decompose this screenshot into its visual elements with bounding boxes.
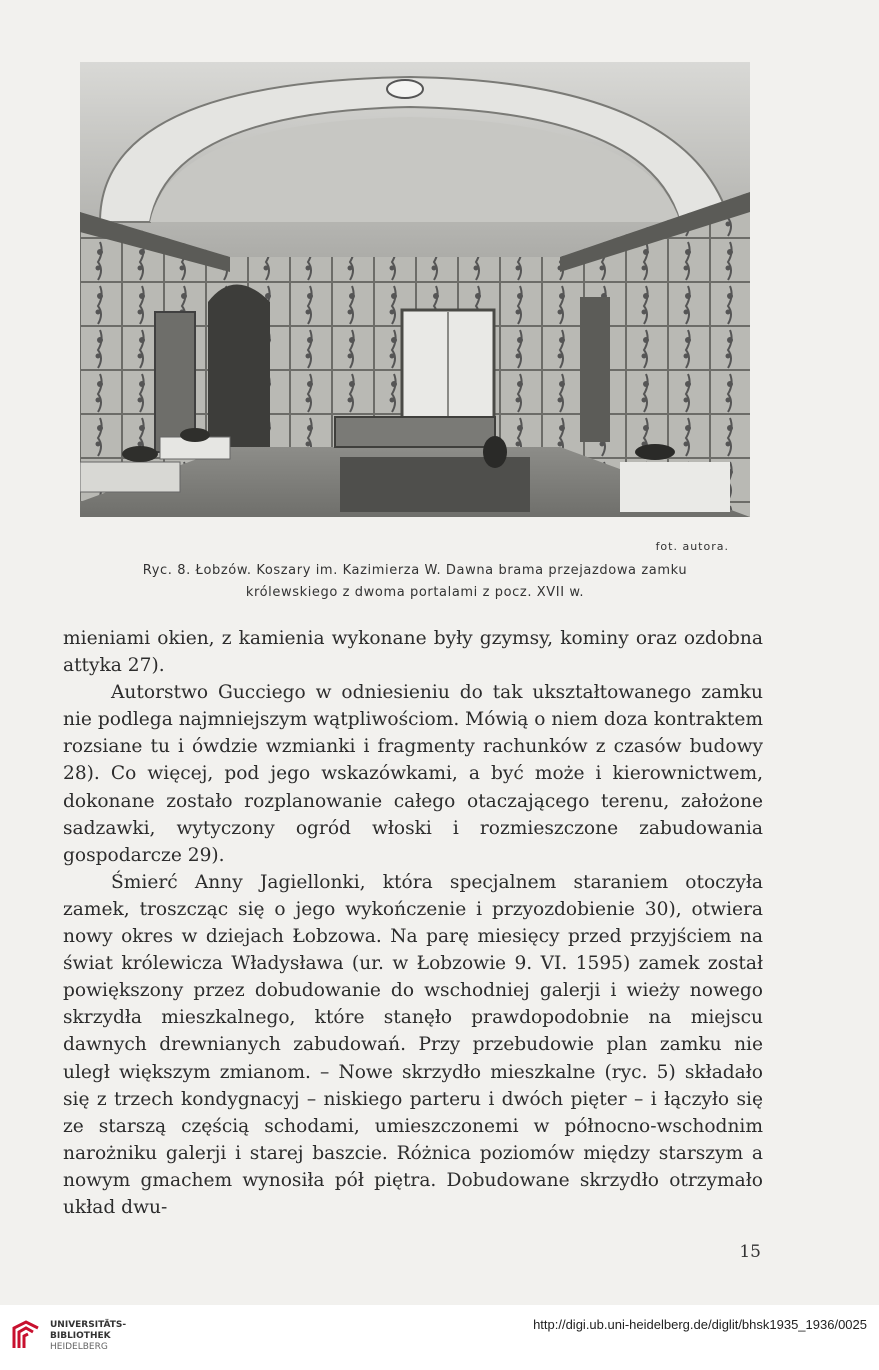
page-number: 15 — [739, 1242, 761, 1262]
paragraph-2: Autorstwo Gucciego w odniesieniu do tak ukształtowanego zamku nie podlega najmniejszym wątpliwościom. Mówią o niem doza kontraktem rozsiane tu i ówdzie wzmianki i fragmenty rachunków z czasów budowy 28). Co więcej, pod jego wskazówkami, a być może i kierownictwem, dokonane zostało rozplanowanie całego otaczającego terenu, założone sadzawki, wytyczony ogród włoski i rozmieszczone zabudowania gospodarcze 29). — [63, 682, 763, 866]
figure-caption — [80, 560, 750, 604]
footer-bar — [0, 1305, 879, 1370]
library-logo-text — [50, 1320, 126, 1353]
paragraph-3: Śmierć Anny Jagiellonki, która specjalnem staraniem otoczyła zamek, troszcząc się o jego wykończenie i przyozdobienie 30), otwiera nowy okres w dziejach Łobzowa. Na parę miesięcy przed przyjściem na świat królewicza Władysława (ur. w Łobzowie 9. VI. 1595) zamek został powiększony przez dobudowanie do wschodniej galerji i wieży nowego skrzydła mieszkalnego, które stanęło prawdopodobnie na miejscu dawnych drewnianych zabudowań. Przy przebudowie plan zamku nie uległ większym zmianom. – Nowe skrzydło mieszkalne (ryc. 5) składało się z trzech kondygnacyj – niskiego parteru i dwóch pięter – i łączyło się ze starszą częścią schodami, umieszczonemi w północno-wschodnim narożniku galerji i starej baszcie. Różnica poziomów między starszym a nowym gmachem wynosiła pół piętra. Dobudowane skrzydło otrzymało układ dwu- — [63, 871, 763, 1218]
logo-line-2: BIBLIOTHEK — [50, 1331, 111, 1341]
figure-photo — [80, 62, 750, 517]
caption-line-2: królewskiego z dwoma portalami z pocz. XVII w. — [245, 585, 585, 600]
body-text — [63, 625, 763, 1221]
barracks-interior-photo — [80, 62, 750, 517]
paragraph-1: mieniami okien, z kamienia wykonane były gzymsy, kominy oraz ozdobna attyka 27). — [63, 628, 763, 677]
photo-credit: fot. autora. — [655, 540, 729, 553]
library-logo-icon — [10, 1318, 42, 1352]
caption-line-1: Ryc. 8. Łobzów. Koszary im. Kazimierza W. Dawna brama przejazdowa zamku — [142, 563, 688, 578]
logo-line-3: HEIDELBERG — [50, 1342, 108, 1352]
logo-line-1: UNIVERSITÄTS- — [50, 1320, 127, 1330]
source-url-link[interactable]: http://digi.ub.uni-heidelberg.de/diglit/bhsk1935_1936/0025 — [533, 1317, 867, 1332]
